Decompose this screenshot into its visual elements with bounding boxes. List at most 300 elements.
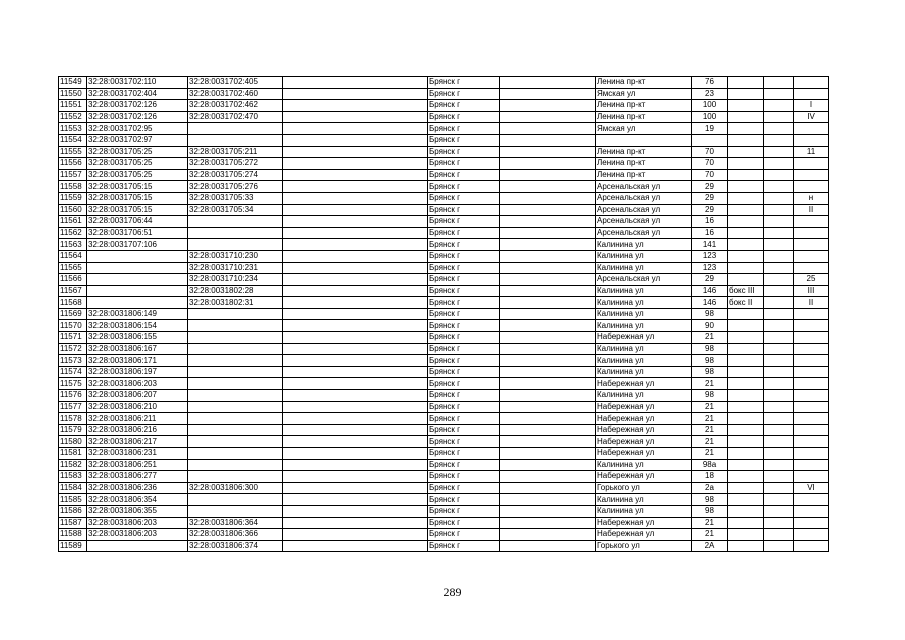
cadastral-parent-cell: 32:28:0031705:25 [87,158,188,170]
letter-cell [794,332,829,344]
cadastral-object-cell [188,239,283,251]
city-cell: Брянск г [428,181,500,193]
table-row [59,181,829,193]
house-number-cell: 100 [692,111,728,123]
cadastral-parent-cell: 32:28:0031806:197 [87,366,188,378]
table-row [59,378,829,390]
empty-cell [764,308,794,320]
letter-cell [794,227,829,239]
street-cell: Набережная ул [596,517,692,529]
letter-cell [794,459,829,471]
empty-cell [764,424,794,436]
letter-cell [794,134,829,146]
cadastral-object-cell [188,320,283,332]
table-row [59,285,829,297]
empty-cell [764,436,794,448]
street-cell: Ленина пр-кт [596,77,692,89]
letter-cell [794,77,829,89]
empty-cell [764,146,794,158]
house-number-cell: 21 [692,448,728,460]
house-number-cell: 123 [692,250,728,262]
house-number-cell [692,134,728,146]
empty-cell [283,274,428,286]
empty-cell [500,169,596,181]
city-cell: Брянск г [428,308,500,320]
record-number-cell: 11562 [59,227,87,239]
empty-cell [500,274,596,286]
cadastral-parent-cell: 32:28:0031705:15 [87,181,188,193]
house-number-cell: 98 [692,494,728,506]
cadastral-object-cell [188,343,283,355]
street-cell: Арсенальская ул [596,216,692,228]
page-number: 289 [443,585,462,599]
record-number-cell: 11567 [59,285,87,297]
empty-cell [500,471,596,483]
empty-cell [500,424,596,436]
empty-cell [283,378,428,390]
record-number-cell: 11565 [59,262,87,274]
empty-cell [283,448,428,460]
cadastral-object-cell: 32:28:0031705:211 [188,146,283,158]
cadastral-parent-cell [87,262,188,274]
empty-cell [283,111,428,123]
empty-cell [764,88,794,100]
empty-cell [764,540,794,552]
record-number-cell: 11579 [59,424,87,436]
letter-cell [794,436,829,448]
table-row [59,297,829,309]
letter-cell: II [794,297,829,309]
cadastral-parent-cell: 32:28:0031706:51 [87,227,188,239]
cadastral-object-cell [188,308,283,320]
cadastral-parent-cell: 32:28:0031806:167 [87,343,188,355]
record-number-cell: 11560 [59,204,87,216]
city-cell: Брянск г [428,123,500,135]
letter-cell [794,517,829,529]
empty-cell [764,169,794,181]
letter-cell: III [794,285,829,297]
street-cell: Калинина ул [596,390,692,402]
empty-cell [500,505,596,517]
premises-cell [728,250,764,262]
table-row [59,517,829,529]
empty-cell [764,239,794,251]
cadastral-object-cell: 32:28:0031802:28 [188,285,283,297]
cadastral-parent-cell: 32:28:0031702:110 [87,77,188,89]
street-cell: Ленина пр-кт [596,169,692,181]
empty-cell [500,77,596,89]
record-number-cell: 11555 [59,146,87,158]
cadastral-object-cell: 32:28:0031710:231 [188,262,283,274]
house-number-cell: 29 [692,204,728,216]
cadastral-object-cell [188,471,283,483]
table-row [59,390,829,402]
empty-cell [283,529,428,541]
cadastral-object-cell [188,448,283,460]
premises-cell [728,494,764,506]
empty-cell [764,274,794,286]
empty-cell [283,158,428,170]
city-cell: Брянск г [428,366,500,378]
letter-cell [794,401,829,413]
empty-cell [283,169,428,181]
cadastral-object-cell: 32:28:0031702:462 [188,100,283,112]
empty-cell [764,192,794,204]
cadastral-parent-cell: 32:28:0031702:126 [87,111,188,123]
premises-cell [728,204,764,216]
house-number-cell: 19 [692,123,728,135]
cadastral-object-cell: 32:28:0031705:34 [188,204,283,216]
empty-cell [764,332,794,344]
empty-cell [500,482,596,494]
empty-cell [764,459,794,471]
cadastral-parent-cell: 32:28:0031705:25 [87,146,188,158]
premises-cell [728,308,764,320]
cadastral-object-cell [188,134,283,146]
empty-cell [764,77,794,89]
empty-cell [283,332,428,344]
cadastral-object-cell [188,494,283,506]
house-number-cell: 70 [692,158,728,170]
cadastral-object-cell [188,413,283,425]
premises-cell [728,448,764,460]
letter-cell [794,181,829,193]
cadastral-object-cell [188,401,283,413]
cadastral-parent-cell: 32:28:0031806:149 [87,308,188,320]
empty-cell [283,413,428,425]
street-cell: Набережная ул [596,413,692,425]
letter-cell [794,262,829,274]
empty-cell [500,181,596,193]
letter-cell: I [794,100,829,112]
premises-cell [728,505,764,517]
table-row [59,111,829,123]
record-number-cell: 11573 [59,355,87,367]
street-cell: Набережная ул [596,471,692,483]
cadastral-object-cell: 32:28:0031806:374 [188,540,283,552]
city-cell: Брянск г [428,227,500,239]
street-cell: Калинина ул [596,285,692,297]
premises-cell [728,366,764,378]
letter-cell [794,529,829,541]
cadastral-object-cell [188,390,283,402]
empty-cell [283,355,428,367]
city-cell: Брянск г [428,285,500,297]
empty-cell [764,297,794,309]
cadastral-parent-cell: 32:28:0031806:210 [87,401,188,413]
cadastral-parent-cell: 32:28:0031702:95 [87,123,188,135]
premises-cell [728,262,764,274]
house-number-cell: 70 [692,146,728,158]
empty-cell [283,401,428,413]
cadastral-object-cell [188,227,283,239]
letter-cell [794,378,829,390]
record-number-cell: 11557 [59,169,87,181]
record-number-cell: 11551 [59,100,87,112]
premises-cell [728,169,764,181]
empty-cell [283,320,428,332]
registry-body [59,77,829,552]
letter-cell: 11 [794,146,829,158]
street-cell: Ямская ул [596,123,692,135]
premises-cell [728,192,764,204]
empty-cell [500,413,596,425]
street-cell: Горького ул [596,482,692,494]
premises-cell: бокс III [728,285,764,297]
letter-cell: IV [794,111,829,123]
cadastral-object-cell: 32:28:0031705:33 [188,192,283,204]
record-number-cell: 11568 [59,297,87,309]
record-number-cell: 11569 [59,308,87,320]
empty-cell [764,378,794,390]
city-cell: Брянск г [428,250,500,262]
empty-cell [283,471,428,483]
table-row [59,505,829,517]
empty-cell [764,505,794,517]
empty-cell [500,343,596,355]
table-row [59,471,829,483]
empty-cell [283,262,428,274]
letter-cell: 25 [794,274,829,286]
empty-cell [283,100,428,112]
city-cell: Брянск г [428,100,500,112]
street-cell: Арсенальская ул [596,192,692,204]
empty-cell [283,366,428,378]
street-cell [596,134,692,146]
cadastral-object-cell: 32:28:0031705:272 [188,158,283,170]
cadastral-parent-cell: 32:28:0031705:15 [87,204,188,216]
table-row [59,413,829,425]
record-number-cell: 11576 [59,390,87,402]
premises-cell [728,471,764,483]
cadastral-parent-cell: 32:28:0031806:171 [87,355,188,367]
letter-cell [794,239,829,251]
table-row [59,123,829,135]
cadastral-parent-cell: 32:28:0031806:155 [87,332,188,344]
cadastral-parent-cell: 32:28:0031806:203 [87,529,188,541]
letter-cell [794,366,829,378]
premises-cell [728,111,764,123]
premises-cell [728,482,764,494]
table-row [59,88,829,100]
house-number-cell: 146 [692,285,728,297]
table-row [59,146,829,158]
table-row [59,308,829,320]
empty-cell [764,111,794,123]
city-cell: Брянск г [428,413,500,425]
premises-cell [728,517,764,529]
empty-cell [500,366,596,378]
cadastral-parent-cell [87,297,188,309]
letter-cell [794,320,829,332]
premises-cell [728,540,764,552]
premises-cell [728,401,764,413]
house-number-cell: 98а [692,459,728,471]
cadastral-object-cell [188,505,283,517]
record-number-cell: 11589 [59,540,87,552]
house-number-cell: 76 [692,77,728,89]
empty-cell [283,123,428,135]
cadastral-object-cell [188,355,283,367]
empty-cell [283,227,428,239]
city-cell: Брянск г [428,262,500,274]
empty-cell [500,436,596,448]
cadastral-object-cell [188,459,283,471]
record-number-cell: 11556 [59,158,87,170]
premises-cell [728,239,764,251]
house-number-cell: 141 [692,239,728,251]
empty-cell [764,123,794,135]
cadastral-parent-cell: 32:28:0031806:207 [87,390,188,402]
cadastral-parent-cell: 32:28:0031806:217 [87,436,188,448]
house-number-cell: 70 [692,169,728,181]
record-number-cell: 11574 [59,366,87,378]
empty-cell [283,424,428,436]
empty-cell [283,390,428,402]
premises-cell [728,390,764,402]
table-row [59,459,829,471]
empty-cell [500,250,596,262]
cadastral-parent-cell [87,274,188,286]
table-row [59,134,829,146]
cadastral-object-cell: 32:28:0031806:366 [188,529,283,541]
record-number-cell: 11572 [59,343,87,355]
empty-cell [764,158,794,170]
cadastral-object-cell [188,436,283,448]
record-number-cell: 11558 [59,181,87,193]
cadastral-parent-cell: 32:28:0031806:251 [87,459,188,471]
premises-cell [728,227,764,239]
empty-cell [283,250,428,262]
street-cell: Арсенальская ул [596,227,692,239]
premises-cell [728,216,764,228]
empty-cell [764,285,794,297]
premises-cell: бокс II [728,297,764,309]
premises-cell [728,355,764,367]
empty-cell [283,494,428,506]
letter-cell [794,88,829,100]
empty-cell [500,297,596,309]
premises-cell [728,332,764,344]
empty-cell [500,123,596,135]
cadastral-parent-cell: 32:28:0031806:203 [87,517,188,529]
house-number-cell: 98 [692,308,728,320]
cadastral-parent-cell: 32:28:0031707:106 [87,239,188,251]
cadastral-object-cell [188,332,283,344]
house-number-cell: 21 [692,378,728,390]
street-cell: Набережная ул [596,529,692,541]
empty-cell [283,134,428,146]
table-row [59,320,829,332]
record-number-cell: 11582 [59,459,87,471]
empty-cell [283,505,428,517]
letter-cell: II [794,204,829,216]
record-number-cell: 11570 [59,320,87,332]
house-number-cell: 90 [692,320,728,332]
city-cell: Брянск г [428,216,500,228]
house-number-cell: 21 [692,517,728,529]
city-cell: Брянск г [428,343,500,355]
table-row [59,192,829,204]
table-row [59,158,829,170]
cadastral-parent-cell: 32:28:0031806:211 [87,413,188,425]
premises-cell [728,413,764,425]
city-cell: Брянск г [428,274,500,286]
empty-cell [283,192,428,204]
table-row [59,494,829,506]
empty-cell [500,100,596,112]
letter-cell [794,413,829,425]
house-number-cell: 146 [692,297,728,309]
empty-cell [500,192,596,204]
record-number-cell: 11571 [59,332,87,344]
house-number-cell: 21 [692,332,728,344]
street-cell: Калинина ул [596,262,692,274]
empty-cell [283,285,428,297]
house-number-cell: 21 [692,436,728,448]
cadastral-object-cell [188,123,283,135]
record-number-cell: 11578 [59,413,87,425]
cadastral-object-cell: 32:28:0031702:470 [188,111,283,123]
empty-cell [500,459,596,471]
city-cell: Брянск г [428,332,500,344]
empty-cell [764,517,794,529]
street-cell: Набережная ул [596,436,692,448]
cadastral-parent-cell: 32:28:0031806:355 [87,505,188,517]
cadastral-object-cell: 32:28:0031806:364 [188,517,283,529]
house-number-cell: 98 [692,366,728,378]
city-cell: Брянск г [428,482,500,494]
table-row [59,540,829,552]
empty-cell [283,517,428,529]
table-row [59,239,829,251]
empty-cell [500,262,596,274]
street-cell: Ленина пр-кт [596,100,692,112]
city-cell: Брянск г [428,517,500,529]
street-cell: Калинина ул [596,459,692,471]
empty-cell [283,308,428,320]
cadastral-parent-cell: 32:28:0031806:231 [87,448,188,460]
house-number-cell: 100 [692,100,728,112]
record-number-cell: 11561 [59,216,87,228]
empty-cell [283,436,428,448]
street-cell: Калинина ул [596,505,692,517]
city-cell: Брянск г [428,77,500,89]
empty-cell [500,239,596,251]
empty-cell [500,448,596,460]
letter-cell [794,343,829,355]
city-cell: Брянск г [428,239,500,251]
house-number-cell: 29 [692,181,728,193]
record-number-cell: 11549 [59,77,87,89]
house-number-cell: 2а [692,482,728,494]
cadastral-parent-cell: 32:28:0031702:126 [87,100,188,112]
empty-cell [500,355,596,367]
letter-cell: VI [794,482,829,494]
cadastral-object-cell: 32:28:0031702:460 [188,88,283,100]
premises-cell [728,134,764,146]
record-number-cell: 11585 [59,494,87,506]
empty-cell [764,482,794,494]
cadastral-parent-cell: 32:28:0031806:277 [87,471,188,483]
cadastral-parent-cell [87,540,188,552]
house-number-cell: 21 [692,529,728,541]
cadastral-parent-cell: 32:28:0031806:216 [87,424,188,436]
street-cell: Калинина ул [596,494,692,506]
empty-cell [283,239,428,251]
table-row [59,448,829,460]
street-cell: Калинина ул [596,297,692,309]
